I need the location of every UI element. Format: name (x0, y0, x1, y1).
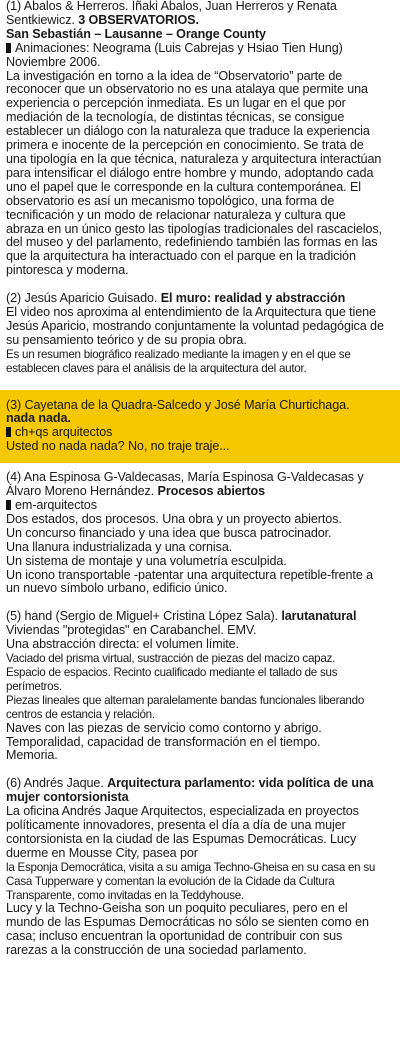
entry-5 (0, 610, 400, 763)
entry-4-intro: (4) Ana Espinosa G-Valdecasas, María Espinosa G-Valdecasas y Álvaro Moreno Hernández. (6, 470, 364, 499)
entry-1-intro: (1) Abalos & Herreros. Iñaki Abalos, Juan Herreros y Renata Sentkiewicz. (6, 0, 337, 27)
entry-1-subtitle: San Sebastián – Lausanne – Orange County (6, 26, 266, 41)
entry-2-heading (6, 292, 384, 306)
entry-2-body: El video nos aproxima al entendimiento de la Arquitectura que tiene Jesús Aparicio, mostrando conjuntamente la voluntad pedagógica de su pensamiento teórico y de su propia obra. (6, 305, 384, 347)
entry-6-body-small: la Esponja Democrática, visita a su amiga Techno-Gheisa en su casa en su Casa Tupperware y comentan la evolución de la Cidade da Cultura Transparente, como invitadas en la Teddyhouse. (6, 860, 376, 902)
entry-4-line-1: Dos estados, dos procesos. Una obra y un proyecto abiertos. (6, 511, 342, 526)
entry-3-title: nada nada. (6, 411, 71, 426)
entry-5-end-line-3: Memoria. (6, 748, 58, 763)
entry-4-line-3: Una llanura industrializada y una cornisa. (6, 539, 233, 554)
entry-2 (0, 292, 400, 375)
entry-3-intro: (3) Cayetana de la Quadra-Salcedo y José María Churtichaga. (6, 397, 350, 412)
entry-6 (0, 777, 400, 958)
entry-4-line-2: Un concurso financiado y una idea que busca patrocinador. (6, 525, 332, 540)
entry-5-end-line-2: Temporalidad, capacidad de transformación en el tiempo. (6, 734, 321, 749)
entry-2-intro: (2) Jesús Aparicio Guisado. (6, 291, 158, 306)
entry-4-line-5: Un icono transportable -patentar una arquitectura repetible-frente a un nuevo símbolo urbano, edificio único. (6, 567, 374, 596)
entry-1-heading (6, 0, 384, 28)
entry-6-intro: (6) Andrés Jaque. (6, 776, 104, 791)
spacer (0, 278, 400, 292)
entry-4-credit: em-arquitectos (6, 499, 384, 513)
entry-4 (0, 471, 400, 596)
entry-5-heading (6, 610, 384, 624)
spacer (0, 596, 400, 610)
entry-3-body: Usted no nada nada? No, no traje traje... (6, 439, 230, 454)
entry-5-small-line-3: Piezas lineales que alternan paralelamente bandas funcionales liberando centros de estancia y relación. (6, 693, 365, 721)
entry-6-body-1: La oficina Andrés Jaque Arquitectos, especializada en proyectos políticamente innovadores, presenta el día a día de una mujer contorsionista en la ciudad de las Espumas Democráticas. Lucy duerme en Mousse City, pasea por (6, 804, 359, 860)
entry-3-credit: ch+qs arquitectos (6, 426, 384, 440)
entry-5-title: larutanatural (281, 609, 357, 624)
spacer (0, 763, 400, 777)
entry-6-body-2: Lucy y la Techno-Geisha son un poquito peculiares, pero en el mundo de las Espumas Democráticas no sólo se sienten como en casa; incluso encuentran la oportunidad de contribuir con sus rarezas a la construcción de una sociedad parlamento. (6, 901, 369, 958)
entry-1-credit: Animaciones: Neograma (Luis Cabrejas y Hsiao Tien Hung) Noviembre 2006. (6, 42, 384, 70)
entry-4-title: Procesos abiertos (157, 484, 266, 499)
entry-5-small-line-1: Vaciado del prisma virtual, sustracción de piezas del macizo capaz. (6, 652, 336, 666)
entry-5-end-line-1: Naves con las piezas de servicio como contorno y abrigo. (6, 720, 322, 735)
entry-3-highlighted (0, 390, 400, 464)
entry-1 (0, 0, 400, 278)
entry-2-title: El muro: realidad y abstracción (160, 291, 346, 306)
entry-4-line-4: Un sistema de montaje y una volumetría esculpida. (6, 553, 287, 568)
entry-1-title: 3 OBSERVATORIOS. (78, 12, 199, 27)
entry-4-heading (6, 471, 384, 499)
entry-5-line-1: Viviendas "protegidas" en Carabanchel. EMV. (6, 623, 257, 638)
entry-3-heading (6, 399, 384, 427)
entry-5-intro: (5) hand (Sergio de Miguel+ Cristina López Sala). (6, 609, 278, 624)
entry-6-title: Arquitectura parlamento: vida política de una mujer contorsionista (6, 776, 374, 805)
entry-6-heading (6, 777, 384, 805)
spacer (0, 376, 400, 390)
entry-5-small-line-2: Espacio de espacios. Recinto cualificado mediante el tallado de sus perímetros. (6, 665, 338, 693)
entry-2-body-small: Es un resumen biográfico realizado mediante la imagen y en el que se establecen claves para el análisis de la arquitectura del autor. (6, 347, 351, 375)
entry-5-line-2: Una abstracción directa: el volumen límite. (6, 637, 239, 652)
entry-1-body: La investigación en torno a la idea de “Observatorio” parte de reconocer que un observatorio no es una atalaya que permite una experiencia o percepción inmediata. Es un lugar en el que por mediación de la tecnología, de distintas técnicas, se consigue establecer un diálogo con la naturaleza que traduce la experiencia primera e inocente de la percepción en conocimiento. Se trata de una tipología en la que técnica, naturaleza y arquitectura interactúan para intensificar el diálogo entre hombre y mundo, adoptando cada uno el papel que le corresponde en la cultura contemporánea. El observatorio es así un mecanismo topológico, una forma de tecnificación y un modo de relacionar naturaleza y cultura que abraza en un único gesto las tipologías tradicionales del rascacielos, del museo y del parlamento, redefiniendo también las formas en las que la arquitectura ha interactuado con el parque en la tradición pintoresca y moderna. (6, 68, 382, 278)
